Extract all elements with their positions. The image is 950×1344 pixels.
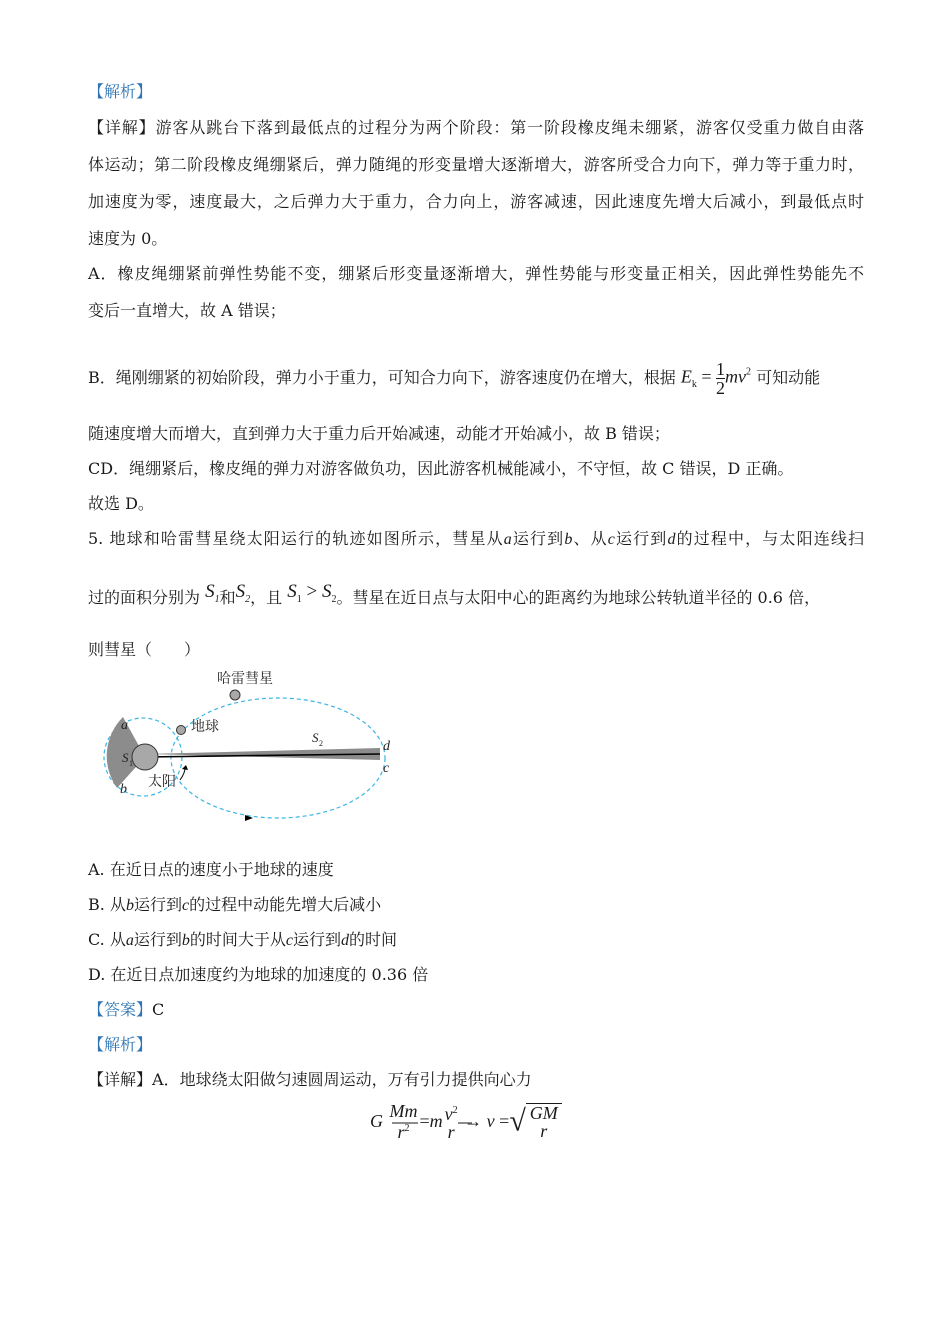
analysis-heading: 【解析】 [88,82,153,101]
q5-text: 运行到 [614,529,668,548]
earth-arrowhead [182,765,188,770]
ek-denominator: 2 [716,378,726,398]
answer-line [88,1000,164,1020]
answer-tag: 【答案】 [88,1000,153,1019]
s1-symbol: $S_1$ [205,581,220,605]
detail-paragraph-line: 加速度为零，速度最大，之后弹力大于重力，合力向上，游客减速，因此速度先增大后减小，到最低点时 [88,192,864,211]
s2-label: S [312,730,319,745]
s2-symbol: $S_2$ [235,581,251,605]
detail-tag-2: 【详解】 [88,1070,153,1089]
detail-paragraph-line: 体运动；第二阶段橡皮绳绷紧后，弹力随绳的形变量增大逐渐增大，游客所受合力向下，弹力等于重力时， [88,155,864,174]
option-c: C. 从a运行到b的时间大于从c运行到d的时间 [88,930,398,949]
option-a-analysis: 变后一直增大，故 A 错误； [88,301,286,320]
analysis-heading-2: 【解析】 [88,1035,153,1054]
ek-fraction [716,360,725,397]
ek-subscript: k [691,379,697,391]
sun [132,744,158,770]
s1-label: S [122,750,129,765]
s1-subscript: 1 [129,759,133,768]
point-a-label: a [121,718,128,733]
question-5-stem [88,529,864,550]
comet-label: 哈雷彗星 [217,670,273,686]
q5-var-d: d [667,531,676,548]
ek-power: 2 [746,366,752,378]
q5-text: 。彗星在近日点与太阳中心的距离约为地球公转轨道半径的 0.6 倍， [336,588,821,607]
detail-text: 游客从跳台下落到最低点的过程分为两个阶段：第一阶段橡皮绳未绷紧，游客仅受重力做自由落 [155,118,864,137]
b-analysis-text-end: 可知动能 [756,368,821,387]
s2-subscript: 2 [319,739,323,748]
q5-text: 的过程中，与太阳连线扫 [675,529,864,548]
option-b: B. 从b运行到c的过程中动能先增大后减小 [88,895,382,914]
q5-text: 5. 地球和哈雷彗星绕太阳运行的轨迹如图所示，彗星从 [88,529,504,548]
option-b-analysis [88,360,864,397]
detail-paragraph-line: 速度为 0。 [88,229,168,248]
earth-label: 地球 [191,718,219,734]
detail-text-2: A．地球绕太阳做匀速圆周运动，万有引力提供向心力 [152,1070,532,1089]
point-d-label: d [383,739,390,754]
q5-text: 运行到 [511,529,565,548]
ek-numerator: 1 [716,359,726,379]
question-5-stem [88,581,821,616]
ek-symbol: E [680,366,692,387]
q5-var-c: c [607,531,615,548]
gravity-formula: G Mm $r^2$ =m $v^2$ r → v =√ GM r [370,1102,562,1141]
kinetic-energy-formula [681,360,751,397]
q5-text: ，且 [250,588,283,607]
formula-fraction-bars [390,1122,590,1126]
ek-mv: mv [725,366,747,387]
conclusion: 故选 D。 [88,494,154,513]
option-a: A. 在近日点的速度小于地球的速度 [88,860,334,879]
q5-text: 和 [219,588,236,607]
question-5-stem: 则彗星（ ） [88,640,201,659]
comet [230,690,240,700]
detail-paragraph-line [88,118,864,138]
answer-value: C [152,1000,165,1019]
option-d: D. 在近日点加速度约为地球的加速度的 0.36 倍 [88,965,429,984]
point-b-label: b [120,782,127,797]
earth [177,726,186,735]
point-c-label: c [383,761,390,776]
earth-direction-arrow [180,768,185,780]
option-b-analysis: 随速度增大而增大，直到弹力大于重力后开始减速，动能才开始减小，故 B 错误； [88,424,670,443]
q5-text: 过的面积分别为 [88,588,201,607]
q5-var-a: a [503,531,512,548]
detail-line-2 [88,1070,532,1090]
option-cd-analysis: CD．绳绷紧后，橡皮绳的弹力对游客做负功，因此游客机械能减小，不守恒，故 C 错误，D 正确。 [88,459,794,478]
sun-label: 太阳 [148,773,176,789]
area-inequality: $S_1 > S_2$ [287,581,337,605]
detail-tag: 【详解】 [88,118,156,137]
orbit-diagram [95,668,405,828]
option-a-analysis: A．橡皮绳绷紧前弹性势能不变，绷紧后形变量逐渐增大，弹性势能与形变量正相关，因此弹性势能先不 [88,264,864,283]
q5-var-b: b [564,531,573,548]
b-analysis-text: B．绳刚绷紧的初始阶段，弹力小于重力，可知合力向下，游客速度仍在增大，根据 [88,368,676,387]
ek-equals: = [701,366,712,387]
q5-text: 、从 [572,529,608,548]
